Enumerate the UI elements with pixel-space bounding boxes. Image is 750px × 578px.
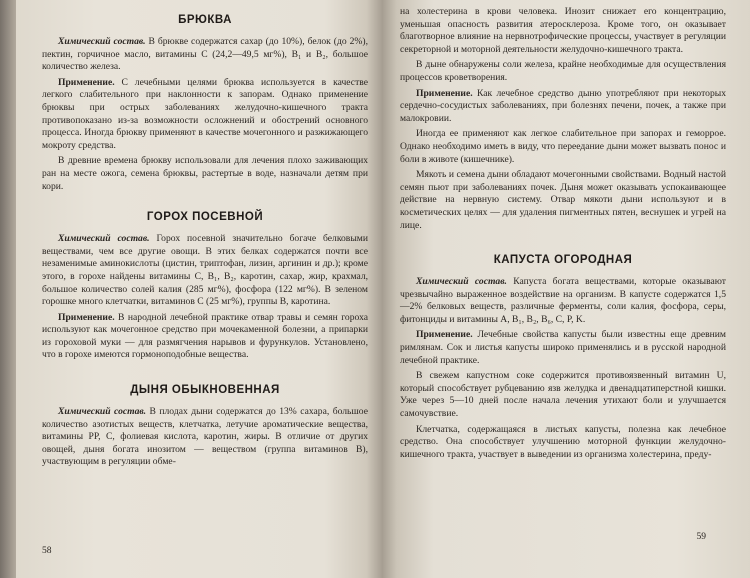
paragraph-label: Применение. [58, 76, 115, 88]
paragraph-label: Применение. [58, 311, 115, 323]
section-gorokh [42, 211, 368, 362]
paragraph: Клетчатка, содержащаяся в листьях капусты, полезна как лечебное средство. Она способствует улучшению моторной функции желудочно-кишечного тракта, участвует в выведении из организма холестерина, преду- [400, 423, 726, 460]
paragraph [42, 406, 368, 469]
paragraph [42, 312, 368, 362]
paragraph [42, 233, 368, 309]
paragraph-label: Применение. [416, 87, 473, 99]
paragraph [400, 88, 726, 126]
left-page-edge [0, 0, 16, 578]
paragraph: В древние времена брюкву использовали для лечения плохо заживающих ран на месте ожога, семена брюквы, растертые в воде, назначали детям при кори. [42, 155, 368, 192]
page-number: 58 [42, 546, 52, 556]
paragraph-text: В брюкве содержатся сахар (до 10%), белок (до 2%), пектин, горчичное масло, витамины C (24,2—49,5 мг%), B₁ и B₂, большое количество железа. [42, 36, 368, 73]
section-dynya [42, 384, 368, 469]
section-bryukva [42, 14, 368, 193]
paragraph [42, 77, 368, 153]
paragraph: В дыне обнаружены соли железа, крайне необходимые для осуществления процессов кроветворения. [400, 59, 726, 83]
paragraph: Иногда ее применяют как легкое слабительное при запорах и геморрое. Однако необходимо иметь в виду, что переедание дыни может вызвать понос и боли в животе (кишечнике). [400, 128, 726, 165]
paragraph-text: Лечебные свойства капусты были известны еще древним римлянам. Сок и листья капусты широко применялись и в русской народной лечебной практике. [400, 329, 726, 366]
paragraph-label: Химический состав. [58, 36, 146, 47]
paragraph-label: Химический состав. [416, 276, 507, 288]
paragraph-label: Химический состав. [58, 406, 147, 418]
right-page [382, 0, 750, 578]
paragraph-label: Применение. [416, 329, 473, 341]
paragraph-text: Как лечебное средство дыню употребляют при некоторых сердечно-сосудистых заболеваниях, при болезнях печени, почек, а также при малокровии. [400, 87, 726, 124]
section-title: КАПУСТА ОГОРОДНАЯ [493, 254, 633, 267]
paragraph [400, 329, 726, 367]
paragraph-text: В народной лечебной практике отвар травы и семян гороха используют как мочегонное средство при мочекаменной болезни, а припарки из гороховой муки — для размягчения нарывов и фурункулов. Установлено, что в горохе имеются гормоноподобные вещества. [42, 311, 368, 361]
paragraph: Мякоть и семена дыни обладают мочегонными свойствами. Водный настой семян пьют при заболеваниях почек. Дыня может оказывать успокаивающее действие на нервную систему. Отвар мякоти дыни используют и в косметических целях — для удаления пигментных пятен, веснушек и угрей на лице. [400, 169, 726, 231]
section-kapusta [400, 254, 726, 461]
paragraph: В свежем капустном соке содержится противоязвенный витамин U, который способствует рубцеванию язв желудка и двенадцатиперстной кишки. Уже через 5—10 дней после начала лечения утихают боли и улучшается самочувствие. [400, 370, 726, 420]
paragraph-text: С лечебными целями брюква используется в качестве легкого слабительного при наклонности к запорам. Однако применение брюквы при острых заболеваниях желудочно-кишечного тракта противопоказано из-за возможности осложнений и обострений основного процесса. Иногда брюкву применяют в качестве мочегонного и разжижающего мокроту средства. [42, 76, 368, 151]
paragraph-text: Капуста богата веществами, которые оказывают чрезвычайно выраженное воздействие на организм. В капусте содержатся 1,5—2% белковых веществ, различные ферменты, соли калия, фосфора, серы, фитонциды и витамины A, B₁, B₂, B₆, C, P, K. [400, 276, 726, 325]
paragraph-text: Горох посевной значительно богаче белковыми веществами, чем все другие овощи. В этих белках содержатся почти все незаменимые аминокислоты (цистин, триптофан, лизин, аргинин и др.); кроме этого, в горохе найдены витамины C, B₁, B₂, каротин, сахар, жир, крахмал, большое количество солей калия (285 мг%), фосфора (122 мг%). В зеленом горошке много клетчатки, витаминов C (25 мг%), группы B, каротина. [42, 233, 368, 308]
page-number: 59 [696, 532, 706, 542]
paragraph [42, 36, 368, 74]
paragraph-label: Химический состав. [58, 233, 150, 245]
section-title: ДЫНЯ ОБЫКНОВЕННАЯ [130, 384, 280, 397]
paragraph-text: В плодах дыни содержатся до 13% сахара, большое количество азотистых веществ, клетчатка, летучие ароматические вещества, витамины PP, C, фолиевая кислота, каротин, жиры. В отличие от других овощей, дыня богата инозитом — веществом (группа витаминов B), участвующим в регуляции обме- [42, 406, 368, 468]
section-title: БРЮКВА [178, 14, 232, 26]
paragraph: на холестерина в крови человека. Инозит снижает его концентрацию, уменьшая опасность развития атеросклероза. Кроме того, он оказывает благотворное влияние на нервнотрофические процессы, участвует в регуляции секреторной и моторной деятельности желудочно-кишечного тракта. [400, 6, 726, 55]
section-title: ГОРОХ ПОСЕВНОЙ [146, 211, 264, 224]
paragraph [400, 276, 726, 326]
